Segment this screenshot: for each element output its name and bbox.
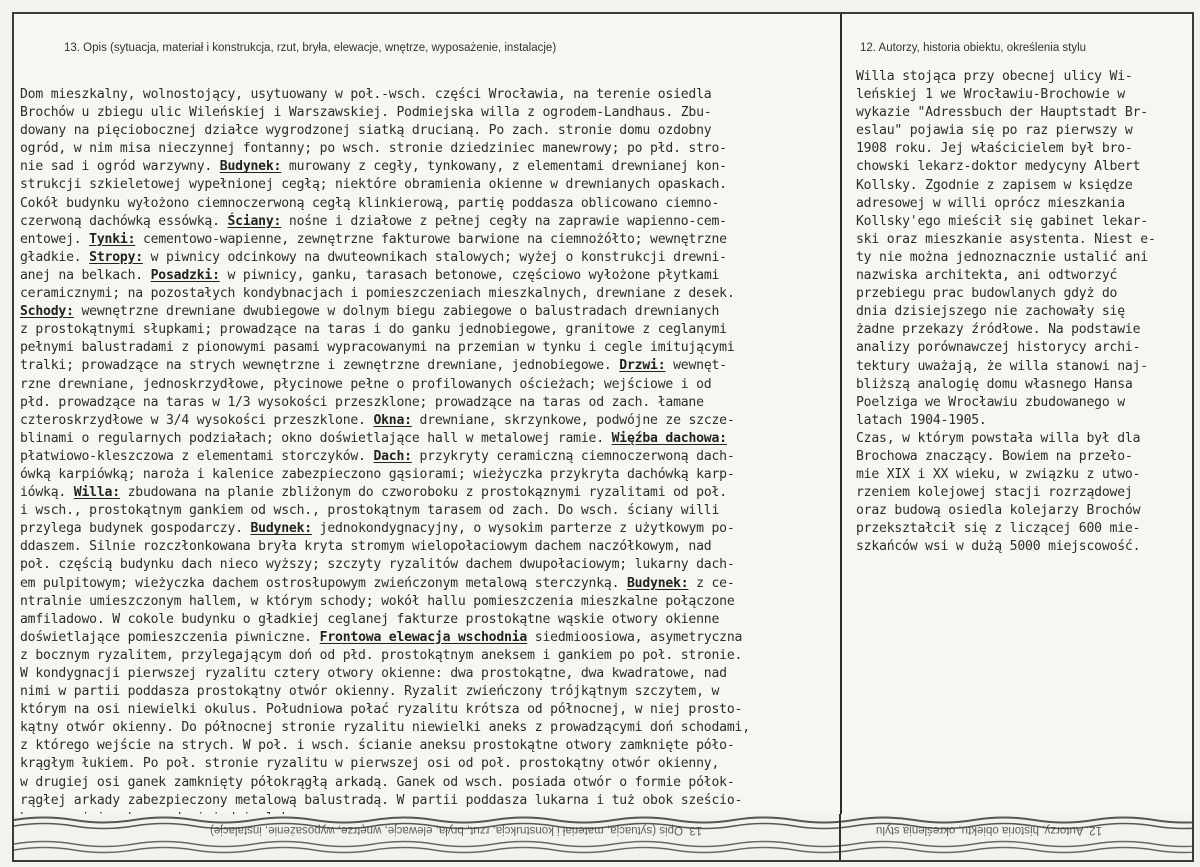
description-fragment: ddaszem. Silnie rozczłonkowana bryła kryta stromym wielopołaciowym dachem naczółkowym, nad xyxy=(20,539,712,555)
history-line: dnia dzisiejszego nie zachowały się xyxy=(856,304,1125,320)
history-line: adresowej w willi oprócz mieszkania xyxy=(856,195,1125,211)
description-heading: 13. Opis (sytuacja, materiał i konstrukcja, rzut, bryła, elewacje, wnętrze, wyposażenie, instalacje) xyxy=(64,42,557,54)
section-keyword: Tynki: xyxy=(89,231,136,247)
history-line: przekształcił się z liczącej 600 mie- xyxy=(856,521,1141,537)
section-keyword: Drzwi: xyxy=(619,358,666,374)
description-line xyxy=(20,303,832,321)
description-line xyxy=(20,86,832,104)
archival-record-card xyxy=(12,12,1194,862)
description-fragment: krągłym łukiem. Po poł. stronie ryzalitu w pierwszej osi od poł. prostokątny otwór okienny, xyxy=(20,756,720,772)
description-line xyxy=(20,755,832,773)
description-line xyxy=(20,158,832,176)
history-line: nazwiska architekta, ani odtworzyć xyxy=(856,268,1118,284)
description-line xyxy=(20,104,832,122)
history-line: Czas, w którym powstała willa był dla xyxy=(856,430,1141,446)
description-fragment: em pulpitowym; wieżyczka dachem ostrosłupowym zwieńczonym metalową sterczynką. xyxy=(20,575,627,591)
history-line: oraz budową osiedla kolejarzy Brochów xyxy=(856,503,1141,519)
description-line xyxy=(20,448,832,466)
description-fragment: blinami o regularnych podziałach; okno doświetlające hall w metalowej ramie. xyxy=(20,430,612,446)
description-fragment: zbudowana na planie zbliżonym do czworoboku z prostokąznymi ryzalitami od poł. xyxy=(119,485,727,501)
description-line xyxy=(20,249,832,267)
description-text xyxy=(20,86,832,828)
section-keyword: Willa: xyxy=(73,485,120,501)
history-line: 1908 roku. Jej właścicielem był bro- xyxy=(856,141,1133,157)
description-fragment: amfiladowo. W cokole budynku o gładkiej ceglanej fakturze prostokątne wąskie otwory okienne xyxy=(20,611,720,627)
description-line xyxy=(20,719,832,737)
description-line xyxy=(20,629,832,647)
section-keyword: Dach: xyxy=(373,448,412,464)
description-fragment: Brochów u zbiegu ulic Wileńskiej i Warszawskiej. Podmiejska willa z ogrodem-Landhaus. Zbu- xyxy=(20,105,712,121)
history-line: Willa stojąca przy obecnej ulicy Wi- xyxy=(856,69,1133,84)
history-text xyxy=(856,68,1190,557)
history-line: przebiegu prac budowlanych gdyż do xyxy=(856,286,1118,302)
description-fragment: ceramicznymi; na pozostałych kondybnacjach i pomieszczeniach mieszkalnych, drewniane z desek. xyxy=(20,286,735,302)
description-fragment: nośne i działowe z pełnej cegły na zaprawie wapienno-cem- xyxy=(281,213,727,229)
description-fragment: drewniane, skrzynkowe, podwójne ze szcze- xyxy=(411,412,735,428)
history-line: wykazie "Adressbuch der Hauptstadt Br- xyxy=(856,105,1148,121)
description-fragment: w piwnicy, ganku, tarasach betonowe, częściowo wyłożone płytkami xyxy=(219,267,720,283)
description-line xyxy=(20,484,832,502)
history-line: Kollsky'ego mieścił się gabinet lekar- xyxy=(856,213,1148,229)
description-fragment: kątny otwór okienny. Do północnej stronie ryzalitu niewielki aneks z prowadzącymi doń schodami, xyxy=(20,720,750,736)
description-fragment: gładkie. xyxy=(20,249,90,265)
description-line xyxy=(20,538,832,556)
section-keyword: Stropy: xyxy=(89,249,143,265)
description-fragment: pełnymi balustradami z pionowymi pasami wypracowanymi na przemian w tynku i cegle imitującymi xyxy=(20,340,735,356)
history-line: tektury uważają, że willa stanowi naj- xyxy=(856,358,1148,374)
description-line xyxy=(20,502,832,520)
description-fragment: Cokół budynku wyłożono ciemnoczerwoną cegłą klinkierową, partię poddasza oblicowano ciemno- xyxy=(20,195,720,211)
description-fragment: siedmioosiowa, asymetryczna xyxy=(527,629,743,645)
description-line xyxy=(20,665,832,683)
description-line xyxy=(20,593,832,611)
description-line xyxy=(20,195,832,213)
history-line: chowski lekarz-doktor medycyny Albert xyxy=(856,159,1141,175)
history-line: eslau" pojawia się po raz pierwszy w xyxy=(856,123,1133,139)
description-fragment: Dom mieszkalny, wolnostojący, usytuowany w poł.-wsch. części Wrocławia, na terenie osiedla xyxy=(20,87,712,102)
history-line: Poelziga we Wrocławiu zbudowanego w xyxy=(856,394,1125,410)
history-line: ty nie można jednoznacznie ustalić ani xyxy=(856,249,1148,265)
section-keyword: Ściany: xyxy=(227,213,282,229)
description-column xyxy=(14,14,840,860)
description-line xyxy=(20,737,832,755)
description-fragment: i wsch., prostokątnym gankiem od wsch., prostokątnym tarasem od zach. Do wsch. ściany willi xyxy=(20,503,720,519)
description-fragment: ogród, w nim misa nieczynnej fontanny; po wsch. stronie dziedziniec manewrowy; po płd. stro- xyxy=(20,141,727,157)
description-line xyxy=(20,267,832,285)
description-fragment: płatwiowo-kleszczowa z elementami storczyków. xyxy=(20,448,374,464)
description-fragment: rągłej arkady zabezpieczony metalową balustradą. W partii poddasza lukarna i tuż obok sześcio- xyxy=(20,792,743,808)
history-line: Brochowa znaczący. Bowiem na przeło- xyxy=(856,448,1133,464)
description-fragment: W kondygnacji pierwszej ryzalitu cztery otwory okienne: dwa prostokątne, dwa kwadratowe, nad xyxy=(20,666,727,681)
description-fragment: nie sad i ogród warzywny. xyxy=(20,159,220,175)
description-line xyxy=(20,339,832,357)
description-line xyxy=(20,376,832,394)
description-fragment: nimi w partii poddasza prostokątny otwór okienny. Ryzalit zwieńczony trójkątnym szczytem, w xyxy=(20,684,720,700)
description-fragment: płd. prowadzące na taras w 1/3 wysokości przeszklone; prowadzące na taras od zach. łamane xyxy=(20,394,704,410)
section-keyword: Okna: xyxy=(373,412,412,428)
section-keyword: Budynek: xyxy=(250,521,312,537)
description-fragment: w piwnicy odcinkowy na dwuteownikach stalowych; wyżej o konstrukcji drewni- xyxy=(142,249,727,265)
description-fragment: iówką. xyxy=(20,485,74,501)
description-fragment: ntralnie umieszczonym hallem, w którym schody; wokół hallu pomieszczenia mieszkalne połączone xyxy=(20,593,735,609)
description-fragment: czteroskrzydłowe w 3/4 wysokości przeszklone. xyxy=(20,412,374,428)
description-line xyxy=(20,683,832,701)
description-fragment: anej na belkach. xyxy=(20,267,151,283)
history-line: Kollsky. Zgodnie z zapisem w księdze xyxy=(856,177,1133,193)
description-fragment: z ce- xyxy=(688,575,735,591)
history-line: rzeniem kolejowej stacji rozrządowej xyxy=(856,485,1133,501)
description-line xyxy=(20,357,832,375)
description-line xyxy=(20,792,832,810)
description-line xyxy=(20,466,832,484)
description-fragment: z którego wejście na strych. W poł. i wsch. ścianie aneksu prostokątne otwory zamknięte póło- xyxy=(20,738,735,754)
description-fragment: przykryty ceramiczną ciemnoczerwoną dach- xyxy=(411,448,735,464)
history-heading: 12. Autorzy, historia obiektu, określenia stylu xyxy=(860,42,1087,54)
history-line: mie XIX i XX wieku, w związku z utwo- xyxy=(856,467,1141,483)
description-line xyxy=(20,520,832,538)
description-line xyxy=(20,701,832,719)
description-line xyxy=(20,176,832,194)
description-fragment: z prostokątnymi słupkami; prowadzące na taras i do ganku jednobiegowe, granitowe z ceglanymi xyxy=(20,322,727,338)
description-fragment: poł. częścią budynku dach nieco wyższy; szczyty ryzalitów dachem dwupołaciowym; lukarny dach- xyxy=(20,557,735,573)
description-line xyxy=(20,412,832,430)
section-keyword: Frontowa elewacja wschodnia xyxy=(319,629,528,645)
wavy-edge-graphic xyxy=(14,814,1194,860)
history-line: bliższą analogię domu własnego Hansa xyxy=(856,376,1133,392)
section-keyword: Posadzki: xyxy=(150,267,220,283)
description-fragment: przylega budynek gospodarczy. xyxy=(20,521,251,537)
description-fragment: rzne drewniane, jednoskrzydłowe, płycinowe pełne o profilowanych ościeżach; wejściowe i od xyxy=(20,376,712,392)
description-fragment: jednokondygnacyjny, o wysokim parterze z użytkowym po- xyxy=(311,521,735,537)
description-fragment: którym na osi niewielki okulus. Południowa połać ryzalitu krótsza od północnej, w niej prosto- xyxy=(20,702,743,718)
description-line xyxy=(20,140,832,158)
description-fragment: strukcji szkieletowej wypełnionej cegłą; niektóre obramienia okienne w drewnianych opaskach. xyxy=(20,177,727,193)
description-fragment: doświetlające pomieszczenia piwniczne. xyxy=(20,629,320,645)
description-fragment: wewnętrzne drewniane dwubiegowe w dolnym biegu zabiegowe o balustradach drewnianych xyxy=(73,304,720,320)
mirrored-description-heading: 13. Opis (sytuacja, materiał i konstrukcja, rzut, bryła, elewacje, wnętrze, wyposażenie, instalacje) xyxy=(210,824,703,836)
description-line xyxy=(20,122,832,140)
description-fragment: murowany z cegły, tynkowany, z elementami drewnianej kon- xyxy=(281,159,727,175)
history-line: analizy porównawczej historycy archi- xyxy=(856,340,1141,356)
description-fragment: tralki; prowadzące na strych wewnętrzne i zewnętrzne drewniane, jednobiegowe. xyxy=(20,358,620,374)
description-fragment: z bocznym ryzalitem, przylegającym doń od płd. prostokątnym aneksem i gankiem po poł. stronie. xyxy=(20,647,743,663)
section-keyword: Budynek: xyxy=(219,159,282,175)
description-line xyxy=(20,575,832,593)
history-line: żadne przekazy źródłowe. Na podstawie xyxy=(856,322,1141,338)
description-line xyxy=(20,647,832,665)
description-fragment: w drugiej osi ganek zamknięty półokrągłą arkadą. Ganek od wsch. posiada otwór o formie półok- xyxy=(20,774,735,790)
description-fragment: wewnęt- xyxy=(665,358,727,374)
description-line xyxy=(20,394,832,412)
history-column xyxy=(842,14,1194,860)
history-line: latach 1904-1905. xyxy=(856,412,987,428)
description-line xyxy=(20,556,832,574)
history-line: leńskiej 1 we Wrocławiu-Brochowie w xyxy=(856,87,1125,103)
description-line xyxy=(20,321,832,339)
section-keyword: Budynek: xyxy=(626,575,689,591)
description-line xyxy=(20,231,832,249)
section-keyword: Schody: xyxy=(20,304,74,320)
description-line xyxy=(20,213,832,231)
description-fragment: czerwoną dachówką essówką. xyxy=(20,213,228,229)
description-line xyxy=(20,774,832,792)
history-line: ski oraz mieszkanie asystenta. Niest e- xyxy=(856,231,1156,247)
description-line xyxy=(20,611,832,629)
description-fragment: dowany na pięciobocznej działce wygrodzonej siatką drucianą. Po zach. stronie domu ozdobny xyxy=(20,123,712,139)
section-keyword: Więźba dachowa: xyxy=(611,430,727,446)
description-fragment: entowej. xyxy=(20,231,90,247)
description-fragment: ówką karpiówką; naroża i kalenice zabezpieczono gąsiorami; wieżyczka przykryta dachówką karp- xyxy=(20,466,735,482)
history-line: szkańców wsi w dużą 5000 miejscowość. xyxy=(856,539,1141,555)
torn-bottom-edge xyxy=(14,814,1192,860)
description-line xyxy=(20,430,832,448)
description-fragment: cementowo-wapienne, zewnętrzne fakturowe barwione na ciemnożółto; wewnętrzne xyxy=(135,231,727,247)
description-line xyxy=(20,285,832,303)
mirrored-history-heading: 12. Autorzy, historia obiektu, określenia stylu xyxy=(876,824,1103,836)
